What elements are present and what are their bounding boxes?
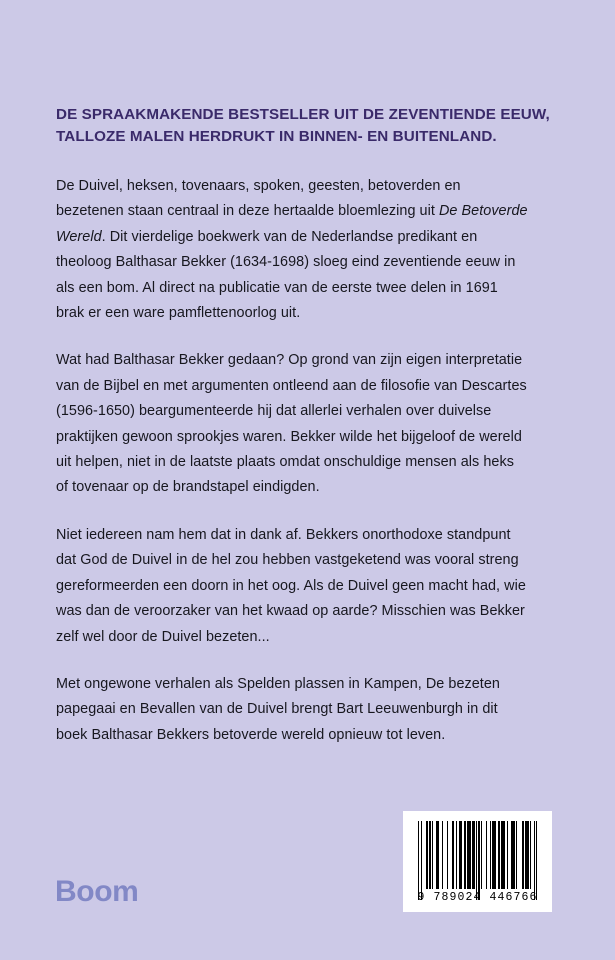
publisher-logo-boom: Boom bbox=[55, 875, 139, 908]
blurb-p1-text-after-title: . Dit vierdelige boekwerk van de Nederlandse predikant en theoloog Balthasar Bekker (1634-1698) sloeg eind zeventiende eeuw in als een bom. Al direct na publicatie van de eerste twee delen in 1691 brak er een ware pamflettenoorlog uit. bbox=[56, 228, 516, 322]
tagline-line-1: DE SPRAAKMAKENDE BESTSELLER UIT DE ZEVENTIENDE EEUW, bbox=[56, 106, 550, 123]
book-title-betoverde-wereld: De Betoverde Wereld bbox=[56, 203, 528, 245]
tagline-heading bbox=[56, 104, 550, 148]
blurb-paragraph-4: Met ongewone verhalen als Spelden plassen in Kampen, De bezeten papegaai en Bevallen van de Duivel brengt Bart Leeuwenburgh in dit boek Balthasar Bekkers betoverde wereld opnieuw tot leven. bbox=[56, 675, 500, 743]
ean13-barcode bbox=[403, 811, 552, 912]
blurb-paragraph-3: Niet iedereen nam hem dat in dank af. Bekkers onorthodoxe standpunt dat God de Duivel in de hel zou hebben vastgeketend was vooral streng gereformeerden een doorn in het oog. Als de Duivel geen macht had, wie was dan de veroorzaker van het kwaad op aarde? Misschien was Bekker zelf wel door de Duivel bezeten... bbox=[56, 526, 526, 645]
blurb-paragraph-1 bbox=[56, 174, 528, 326]
barcode-number: 9 789024 446766 bbox=[417, 891, 538, 904]
cover-content bbox=[56, 104, 550, 748]
blurb-p1-text-before-title: De Duivel, heksen, tovenaars, spoken, geesten, betoverden en bezetenen staan centraal in deze hertaalde bloemlezing uit bbox=[56, 178, 461, 220]
blurb-paragraph-2: Wat had Balthasar Bekker gedaan? Op grond van zijn eigen interpretatie van de Bijbel en met argumenten ontleend aan de filosofie van Descartes (1596-1650) beargumenteerde hij dat allerlei verhalen over duivelse praktijken gewoon sprookjes waren. Bekker wilde het bijgeloof de wereld uit helpen, niet in de laatste plaats omdat onschuldige mensen als heks of tovenaar op de brandstapel eindigden. bbox=[56, 352, 527, 496]
blurb-body bbox=[56, 174, 528, 748]
barcode-bars bbox=[418, 821, 538, 889]
tagline-line-2: TALLOZE MALEN HERDRUKT IN BINNEN- EN BUITENLAND. bbox=[56, 128, 497, 145]
